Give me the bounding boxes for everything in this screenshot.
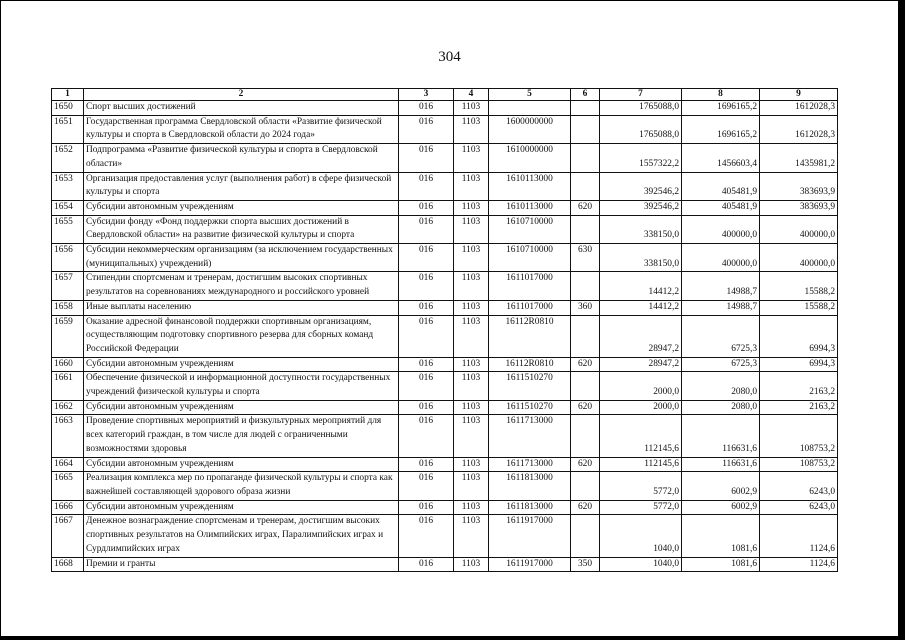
row-col-6 <box>571 215 600 243</box>
row-col-8: 6002,9 <box>682 500 760 515</box>
row-number: 1667 <box>52 515 84 557</box>
row-name: Оказание адресной финансовой поддержки спортивным организациям, осуществляющим подготовку спортивного резерва для сборных команд Российской Федерации <box>84 315 399 357</box>
row-col-9: 1124,6 <box>760 515 838 557</box>
row-col-9: 6243,0 <box>760 472 838 500</box>
row-col-5: 1611713000 <box>489 457 571 472</box>
header-col-1: 1 <box>52 89 84 101</box>
row-col-5: 1610113000 <box>489 200 571 215</box>
row-col-7: 14412,2 <box>600 272 682 300</box>
row-col-6 <box>571 115 600 143</box>
row-col-5: 1611813000 <box>489 472 571 500</box>
row-name: Проведение спортивных мероприятий и физкультурных мероприятий для всех категорий граждан, в том числе для людей с ограниченными возможностями здоровья <box>84 415 399 457</box>
row-col-5: 1611917000 <box>489 515 571 557</box>
row-col-7: 2000,0 <box>600 400 682 415</box>
header-col-6: 6 <box>571 89 600 101</box>
row-col-4: 1103 <box>454 372 489 400</box>
row-col-4: 1103 <box>454 172 489 200</box>
row-col-3: 016 <box>399 372 454 400</box>
row-col-6 <box>571 472 600 500</box>
header-col-4: 4 <box>454 89 489 101</box>
row-col-3: 016 <box>399 400 454 415</box>
header-col-2: 2 <box>84 89 399 101</box>
table-row <box>52 357 838 372</box>
table-row <box>52 215 838 243</box>
row-col-6 <box>571 172 600 200</box>
row-col-8: 1081,6 <box>682 515 760 557</box>
header-col-9: 9 <box>760 89 838 101</box>
row-name: Субсидии автономным учреждениям <box>84 357 399 372</box>
row-col-4: 1103 <box>454 200 489 215</box>
row-number: 1660 <box>52 357 84 372</box>
row-col-3: 016 <box>399 200 454 215</box>
row-col-3: 016 <box>399 172 454 200</box>
row-col-8: 405481,9 <box>682 172 760 200</box>
row-col-9: 383693,9 <box>760 172 838 200</box>
row-col-6: 620 <box>571 200 600 215</box>
row-col-3: 016 <box>399 500 454 515</box>
row-col-7: 5772,0 <box>600 472 682 500</box>
row-name: Субсидии некоммерческим организациям (за исключением государственных (муниципальных) учреждений) <box>84 244 399 272</box>
budget-table <box>51 88 838 572</box>
row-col-5: 1611017000 <box>489 300 571 315</box>
row-name: Премии и гранты <box>84 557 399 572</box>
row-number: 1665 <box>52 472 84 500</box>
row-col-3: 016 <box>399 472 454 500</box>
row-col-7: 28947,2 <box>600 315 682 357</box>
row-number: 1662 <box>52 400 84 415</box>
row-number: 1664 <box>52 457 84 472</box>
row-col-4: 1103 <box>454 101 489 116</box>
row-col-5: 1611017000 <box>489 272 571 300</box>
row-name: Субсидии автономным учреждениям <box>84 500 399 515</box>
row-col-3: 016 <box>399 101 454 116</box>
table-row <box>52 415 838 457</box>
row-col-7: 1765088,0 <box>600 101 682 116</box>
row-col-7: 1557322,2 <box>600 144 682 172</box>
row-col-9: 1612028,3 <box>760 101 838 116</box>
row-col-7: 1040,0 <box>600 515 682 557</box>
row-col-6: 630 <box>571 244 600 272</box>
row-col-4: 1103 <box>454 272 489 300</box>
row-name: Иные выплаты населению <box>84 300 399 315</box>
row-col-3: 016 <box>399 272 454 300</box>
row-col-4: 1103 <box>454 415 489 457</box>
table-row <box>52 272 838 300</box>
header-col-3: 3 <box>399 89 454 101</box>
row-col-6: 350 <box>571 557 600 572</box>
table-row <box>52 300 838 315</box>
row-col-9: 108753,2 <box>760 415 838 457</box>
row-name: Реализация комплекса мер по пропаганде физической культуры и спорта как важнейшей составляющей здорового образа жизни <box>84 472 399 500</box>
table-row <box>52 115 838 143</box>
row-name: Субсидии автономным учреждениям <box>84 400 399 415</box>
row-col-7: 112145,6 <box>600 415 682 457</box>
row-col-8: 2080,0 <box>682 400 760 415</box>
row-col-4: 1103 <box>454 515 489 557</box>
row-col-6 <box>571 272 600 300</box>
row-number: 1654 <box>52 200 84 215</box>
row-col-4: 1103 <box>454 357 489 372</box>
row-number: 1657 <box>52 272 84 300</box>
row-col-6 <box>571 144 600 172</box>
row-col-5: 1611510270 <box>489 372 571 400</box>
row-col-5: 1610000000 <box>489 144 571 172</box>
page-number: 304 <box>438 49 461 65</box>
row-col-7: 112145,6 <box>600 457 682 472</box>
table-row <box>52 315 838 357</box>
row-col-6 <box>571 415 600 457</box>
row-col-9: 6994,3 <box>760 357 838 372</box>
row-col-3: 016 <box>399 315 454 357</box>
row-col-9: 1612028,3 <box>760 115 838 143</box>
row-col-7: 2000,0 <box>600 372 682 400</box>
row-col-8: 400000,0 <box>682 215 760 243</box>
row-col-9: 6243,0 <box>760 500 838 515</box>
row-col-7: 338150,0 <box>600 244 682 272</box>
row-col-7: 338150,0 <box>600 215 682 243</box>
row-col-5: 1611713000 <box>489 415 571 457</box>
row-col-4: 1103 <box>454 215 489 243</box>
row-number: 1650 <box>52 101 84 116</box>
row-col-4: 1103 <box>454 472 489 500</box>
row-number: 1651 <box>52 115 84 143</box>
row-col-5: 1611917000 <box>489 557 571 572</box>
header-col-5: 5 <box>489 89 571 101</box>
row-col-4: 1103 <box>454 144 489 172</box>
row-number: 1656 <box>52 244 84 272</box>
row-col-3: 016 <box>399 357 454 372</box>
row-col-5 <box>489 101 571 116</box>
row-col-6 <box>571 372 600 400</box>
row-col-4: 1103 <box>454 400 489 415</box>
row-col-8: 1456603,4 <box>682 144 760 172</box>
row-col-6: 360 <box>571 300 600 315</box>
row-col-9: 1435981,2 <box>760 144 838 172</box>
row-name: Спорт высших достижений <box>84 101 399 116</box>
row-col-6: 620 <box>571 457 600 472</box>
row-col-9: 2163,2 <box>760 400 838 415</box>
row-col-8: 116631,6 <box>682 457 760 472</box>
row-col-9: 15588,2 <box>760 272 838 300</box>
row-col-7: 14412,2 <box>600 300 682 315</box>
row-col-7: 1040,0 <box>600 557 682 572</box>
table-row <box>52 400 838 415</box>
row-col-9: 15588,2 <box>760 300 838 315</box>
row-col-3: 016 <box>399 415 454 457</box>
row-col-7: 392546,2 <box>600 172 682 200</box>
row-col-6 <box>571 315 600 357</box>
row-col-8: 2080,0 <box>682 372 760 400</box>
row-name: Субсидии фонду «Фонд поддержки спорта высших достижений в Свердловской области» на развитие физической культуры и спорта <box>84 215 399 243</box>
row-col-7: 1765088,0 <box>600 115 682 143</box>
row-number: 1663 <box>52 415 84 457</box>
row-col-9: 6994,3 <box>760 315 838 357</box>
table-row <box>52 101 838 116</box>
row-col-8: 14988,7 <box>682 272 760 300</box>
row-col-5: 16112R0810 <box>489 315 571 357</box>
row-number: 1661 <box>52 372 84 400</box>
row-col-8: 6725,3 <box>682 315 760 357</box>
row-col-8: 1696165,2 <box>682 115 760 143</box>
row-col-4: 1103 <box>454 457 489 472</box>
row-col-4: 1103 <box>454 115 489 143</box>
row-col-8: 1696165,2 <box>682 101 760 116</box>
row-name: Обеспечение физической и информационной доступности государственных учреждений физической культуры и спорта <box>84 372 399 400</box>
row-col-9: 2163,2 <box>760 372 838 400</box>
row-name: Подпрограмма «Развитие физической культуры и спорта в Свердловской области» <box>84 144 399 172</box>
row-col-6: 620 <box>571 400 600 415</box>
row-col-8: 1081,6 <box>682 557 760 572</box>
row-col-3: 016 <box>399 215 454 243</box>
row-col-5: 1610710000 <box>489 244 571 272</box>
row-col-9: 400000,0 <box>760 244 838 272</box>
row-col-3: 016 <box>399 457 454 472</box>
table-header-row <box>52 89 838 101</box>
table-row <box>52 515 838 557</box>
table-row <box>52 372 838 400</box>
row-col-8: 6002,9 <box>682 472 760 500</box>
row-col-8: 116631,6 <box>682 415 760 457</box>
table-row <box>52 457 838 472</box>
row-number: 1668 <box>52 557 84 572</box>
row-name: Субсидии автономным учреждениям <box>84 200 399 215</box>
header-col-8: 8 <box>682 89 760 101</box>
table-row <box>52 172 838 200</box>
table-row <box>52 557 838 572</box>
header-col-7: 7 <box>600 89 682 101</box>
row-col-3: 016 <box>399 557 454 572</box>
row-col-7: 5772,0 <box>600 500 682 515</box>
row-number: 1659 <box>52 315 84 357</box>
row-col-5: 1600000000 <box>489 115 571 143</box>
row-col-4: 1103 <box>454 315 489 357</box>
row-number: 1655 <box>52 215 84 243</box>
row-col-9: 383693,9 <box>760 200 838 215</box>
table-row <box>52 144 838 172</box>
row-col-3: 016 <box>399 300 454 315</box>
row-col-9: 1124,6 <box>760 557 838 572</box>
row-number: 1653 <box>52 172 84 200</box>
row-name: Стипендии спортсменам и тренерам, достигшим высоких спортивных результатов на соревнованиях международного и российского уровней <box>84 272 399 300</box>
table-row <box>52 200 838 215</box>
row-number: 1652 <box>52 144 84 172</box>
row-col-3: 016 <box>399 515 454 557</box>
row-col-9: 108753,2 <box>760 457 838 472</box>
row-col-4: 1103 <box>454 244 489 272</box>
row-col-4: 1103 <box>454 557 489 572</box>
row-col-8: 405481,9 <box>682 200 760 215</box>
row-col-5: 1611510270 <box>489 400 571 415</box>
row-col-8: 6725,3 <box>682 357 760 372</box>
row-name: Организация предоставления услуг (выполнения работ) в сфере физической культуры и спорта <box>84 172 399 200</box>
row-col-5: 1610710000 <box>489 215 571 243</box>
row-col-5: 1611813000 <box>489 500 571 515</box>
row-col-5: 1610113000 <box>489 172 571 200</box>
row-col-3: 016 <box>399 144 454 172</box>
row-col-4: 1103 <box>454 500 489 515</box>
row-col-7: 392546,2 <box>600 200 682 215</box>
row-col-8: 400000,0 <box>682 244 760 272</box>
row-col-3: 016 <box>399 115 454 143</box>
row-number: 1666 <box>52 500 84 515</box>
row-col-4: 1103 <box>454 300 489 315</box>
row-name: Денежное вознаграждение спортсменам и тренерам, достигшим высоких спортивных результатов на Олимпийских играх, Паралимпийских играх и Сурдлимпийских играх <box>84 515 399 557</box>
row-col-6: 620 <box>571 500 600 515</box>
row-col-5: 16112R0810 <box>489 357 571 372</box>
table-row <box>52 500 838 515</box>
row-col-6: 620 <box>571 357 600 372</box>
row-col-6 <box>571 515 600 557</box>
row-number: 1658 <box>52 300 84 315</box>
row-name: Субсидии автономным учреждениям <box>84 457 399 472</box>
table-row <box>52 472 838 500</box>
row-col-3: 016 <box>399 244 454 272</box>
row-name: Государственная программа Свердловской области «Развитие физической культуры и спорта в Свердловской области до 2024 года» <box>84 115 399 143</box>
row-col-8: 14988,7 <box>682 300 760 315</box>
document-page <box>1 1 898 636</box>
row-col-7: 28947,2 <box>600 357 682 372</box>
table-row <box>52 244 838 272</box>
row-col-9: 400000,0 <box>760 215 838 243</box>
row-col-6 <box>571 101 600 116</box>
